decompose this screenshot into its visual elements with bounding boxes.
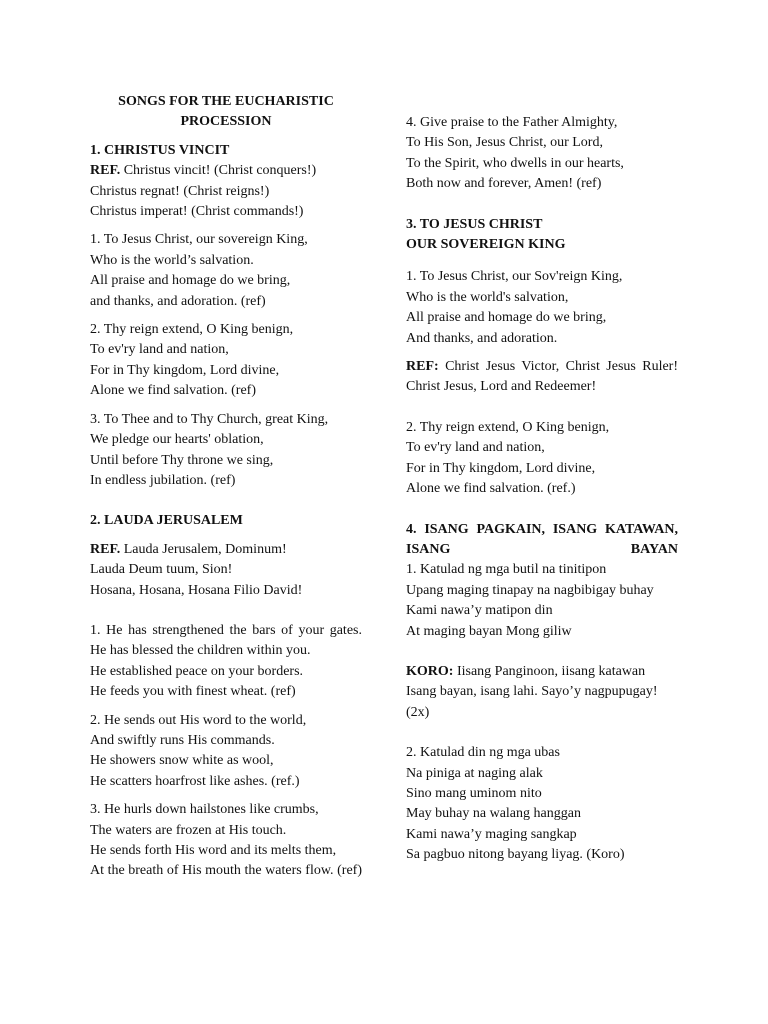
verse-line: 1. To Jesus Christ, our Sov'reign King, (406, 269, 623, 285)
verse-line: Until before Thy throne we sing, (90, 452, 274, 468)
refrain-text: Lauda Jerusalem, Dominum! (120, 541, 287, 557)
refrain-line: Christ Jesus, Lord and Redeemer! (406, 379, 597, 395)
verse-3 (90, 800, 362, 882)
refrain-label: REF: (406, 359, 439, 375)
chorus-line (406, 662, 678, 682)
verse-2 (406, 418, 678, 500)
verse-1 (90, 230, 362, 312)
verse-line: In endless jubilation. (ref) (90, 472, 236, 488)
verse-line: Alone we find salvation. (ref.) (406, 481, 576, 497)
page-title (90, 92, 362, 133)
verse-line: At maging bayan Mong giliw (406, 623, 572, 639)
verse-line: To ev'ry land and nation, (90, 342, 229, 358)
verse-line: Who is the world’s salvation. (90, 252, 254, 268)
verse-line: Kami nawa’y maging sangkap (406, 826, 577, 842)
verse-line: The waters are frozen at His touch. (90, 822, 287, 838)
left-column (90, 92, 362, 890)
verse-line: He feeds you with finest wheat. (ref) (90, 684, 296, 700)
spacer (90, 499, 362, 511)
chorus-line: Isang bayan, isang lahi. Sayo’y nagpupugay! (2x) (406, 684, 658, 720)
spacer (406, 731, 678, 743)
verse-line: Who is the world's salvation, (406, 289, 569, 305)
title-line: PROCESSION (180, 114, 272, 130)
verse-line: 4. Give praise to the Father Almighty, (406, 115, 618, 130)
song-title-line: 3. TO JESUS CHRIST (406, 216, 543, 232)
spacer (90, 609, 362, 621)
verse-line: May buhay na walang hanggan (406, 806, 581, 822)
verse-line: Na piniga at naging alak (406, 765, 543, 781)
spacer (406, 203, 678, 215)
refrain (90, 161, 362, 222)
verse-line: He showers snow white as wool, (90, 753, 274, 769)
verse-line: 2. Thy reign extend, O King benign, (406, 419, 610, 435)
song-title-lauda-jerusalem: 2. LAUDA JERUSALEM (90, 513, 243, 529)
spacer (406, 255, 678, 267)
refrain-line (90, 161, 362, 181)
verse-line: He has blessed the children within you. (90, 643, 311, 659)
verse-line: Kami nawa’y matipon din (406, 603, 553, 619)
verse-1 (406, 267, 678, 349)
verse-line: 3. He hurls down hailstones like crumbs, (90, 802, 319, 818)
verse-line: And thanks, and adoration. (406, 330, 558, 346)
verse-line: Alone we find salvation. (ref) (90, 383, 256, 399)
refrain (406, 357, 678, 398)
refrain-line: Christus imperat! (Christ commands!) (90, 204, 304, 220)
verse-2 (90, 320, 362, 402)
verse-4 (406, 113, 678, 195)
verse-line: For in Thy kingdom, Lord divine, (406, 460, 596, 476)
verse-line: Upang maging tinapay na nagbibigay buhay (406, 582, 654, 598)
refrain (90, 540, 362, 601)
refrain-line: Christus regnat! (Christ reigns!) (90, 183, 270, 199)
refrain-label: REF. (90, 541, 121, 557)
refrain-text: Christus vincit! (Christ conquers!) (120, 163, 317, 179)
verse-line: 1. To Jesus Christ, our sovereign King, (90, 232, 308, 248)
verse-line: To ev'ry land and nation, (406, 440, 545, 456)
verse-line: 1. He has strengthened the bars of your gates. (90, 622, 362, 638)
verse-1 (406, 560, 678, 642)
spacer (406, 650, 678, 662)
verse-line: 1. Katulad ng mga butil na tinitipon (406, 562, 607, 578)
refrain-line (406, 357, 678, 377)
song-title-line: OUR SOVEREIGN KING (406, 237, 566, 253)
verse-line: 2. He sends out His word to the world, (90, 712, 307, 728)
verse-line: 2. Katulad din ng mga ubas (406, 745, 560, 761)
verse-line: To the Spirit, who dwells in our hearts, (406, 155, 624, 171)
verse-line: He scatters hoarfrost like ashes. (ref.) (90, 773, 300, 789)
refrain-line: Lauda Deum tuum, Sion! (90, 562, 233, 578)
verse-3 (90, 410, 362, 492)
verse-line: He sends forth His word and its melts them, (90, 843, 337, 858)
chorus (406, 662, 678, 723)
verse-line: All praise and homage do we bring, (406, 310, 607, 326)
refrain-text: Christ Jesus Victor, Christ Jesus Ruler! (438, 359, 678, 375)
song-title-to-jesus-christ (406, 215, 678, 256)
verse-line: We pledge our hearts' oblation, (90, 432, 264, 448)
right-column (406, 113, 678, 874)
verse-line: and thanks, and adoration. (ref) (90, 293, 266, 309)
verse-line: And swiftly runs His commands. (90, 732, 275, 748)
spacer (406, 508, 678, 520)
chorus-text: Iisang Panginoon, iisang katawan (453, 663, 646, 679)
refrain-label: REF. (90, 163, 121, 179)
refrain-line (90, 540, 362, 560)
song-title-christus-vincit: 1. CHRISTUS VINCIT (90, 142, 230, 158)
chorus-label: KORO: (406, 663, 454, 679)
verse-line: 3. To Thee and to Thy Church, great King, (90, 411, 329, 427)
verse-1 (90, 621, 362, 703)
refrain-line: Hosana, Hosana, Hosana Filio David! (90, 582, 303, 598)
verse-line: All praise and homage do we bring, (90, 273, 291, 289)
title-line: SONGS FOR THE EUCHARISTIC (118, 94, 334, 109)
spacer (90, 532, 362, 540)
verse-line: At the breath of His mouth the waters flow. (ref) (90, 863, 362, 879)
song-title-isang-pagkain: 4. ISANG PAGKAIN, ISANG KATAWAN, ISANG BAYAN (406, 521, 678, 557)
verse-line: Sino mang uminom nito (406, 785, 542, 801)
verse-line: Both now and forever, Amen! (ref) (406, 176, 602, 192)
verse-line: Sa pagbuo nitong bayang liyag. (Koro) (406, 847, 625, 863)
verse-line: He established peace on your borders. (90, 663, 304, 679)
verse-line: To His Son, Jesus Christ, our Lord, (406, 135, 603, 151)
verse-line: 2. Thy reign extend, O King benign, (90, 322, 294, 338)
spacer (406, 406, 678, 418)
verse-line: For in Thy kingdom, Lord divine, (90, 362, 280, 378)
verse-2 (406, 743, 678, 865)
verse-2 (90, 711, 362, 793)
